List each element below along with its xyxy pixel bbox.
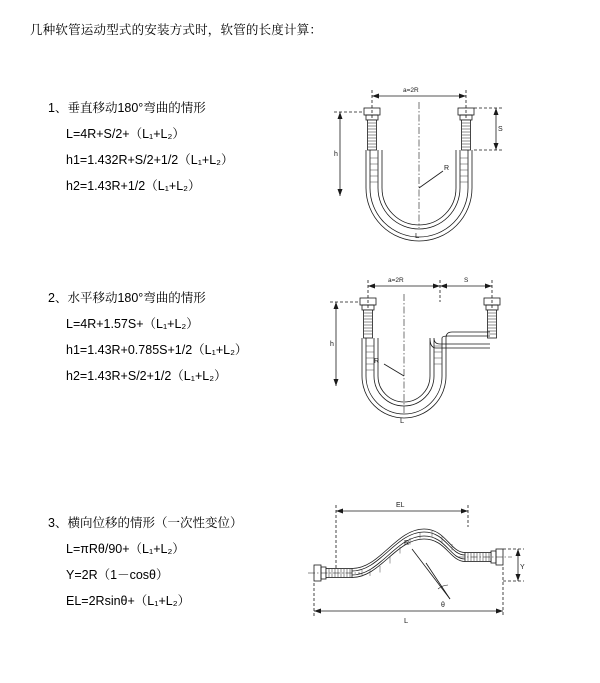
section-1-title: 1、垂直移动180°弯曲的情形	[48, 101, 206, 115]
section-2-text	[48, 290, 308, 394]
section-3-title: 3、横向位移的情形（一次性变位）	[48, 516, 243, 530]
svg-text:R: R	[374, 358, 380, 365]
section-2-formula-1: L=4R+1.57S+（L₁+L₂）	[66, 316, 199, 331]
section-1-formula-3: h2=1.43R+1/2（L₁+L₂）	[66, 178, 201, 193]
section-2-formula-3: h2=1.43R+S/2+1/2（L₁+L₂）	[66, 368, 227, 383]
svg-text:EL: EL	[396, 502, 405, 509]
svg-text:L: L	[400, 416, 405, 425]
svg-text:h: h	[334, 151, 338, 158]
section-1-text	[48, 100, 308, 204]
svg-text:L: L	[415, 231, 420, 240]
svg-text:S: S	[498, 126, 503, 133]
svg-text:R: R	[444, 165, 450, 172]
section-3-formula-1: L=πRθ/90+（L₁+L₂）	[66, 541, 185, 556]
svg-text:a=2R: a=2R	[388, 277, 404, 284]
section-1-formula-2: h1=1.432R+S/2+1/2（L₁+L₂）	[66, 152, 234, 167]
section-3-formula-2: Y=2R（1－cosθ）	[66, 567, 169, 582]
svg-text:R: R	[404, 540, 410, 547]
section-3-text	[48, 515, 308, 619]
svg-text:θ: θ	[441, 602, 445, 609]
svg-text:h: h	[330, 341, 334, 348]
page-title: 几种软管运动型式的安装方式时，软管的长度计算：	[30, 23, 323, 37]
vertical-180-bend-diagram	[300, 78, 590, 268]
section-2-title: 2、水平移动180°弯曲的情形	[48, 291, 206, 305]
svg-text:a=2R: a=2R	[403, 87, 419, 94]
svg-text:Y: Y	[520, 564, 525, 571]
section-1-formula-1: L=4R+S/2+（L₁+L₂）	[66, 126, 185, 141]
horizontal-180-bend-diagram	[300, 268, 590, 458]
svg-text:L: L	[404, 616, 409, 625]
svg-text:S: S	[464, 277, 469, 284]
section-3-formula-3: EL=2Rsinθ+（L₁+L₂）	[66, 593, 191, 608]
lateral-offset-diagram	[300, 493, 590, 683]
section-2-formula-2: h1=1.43R+0.785S+1/2（L₁+L₂）	[66, 342, 248, 357]
